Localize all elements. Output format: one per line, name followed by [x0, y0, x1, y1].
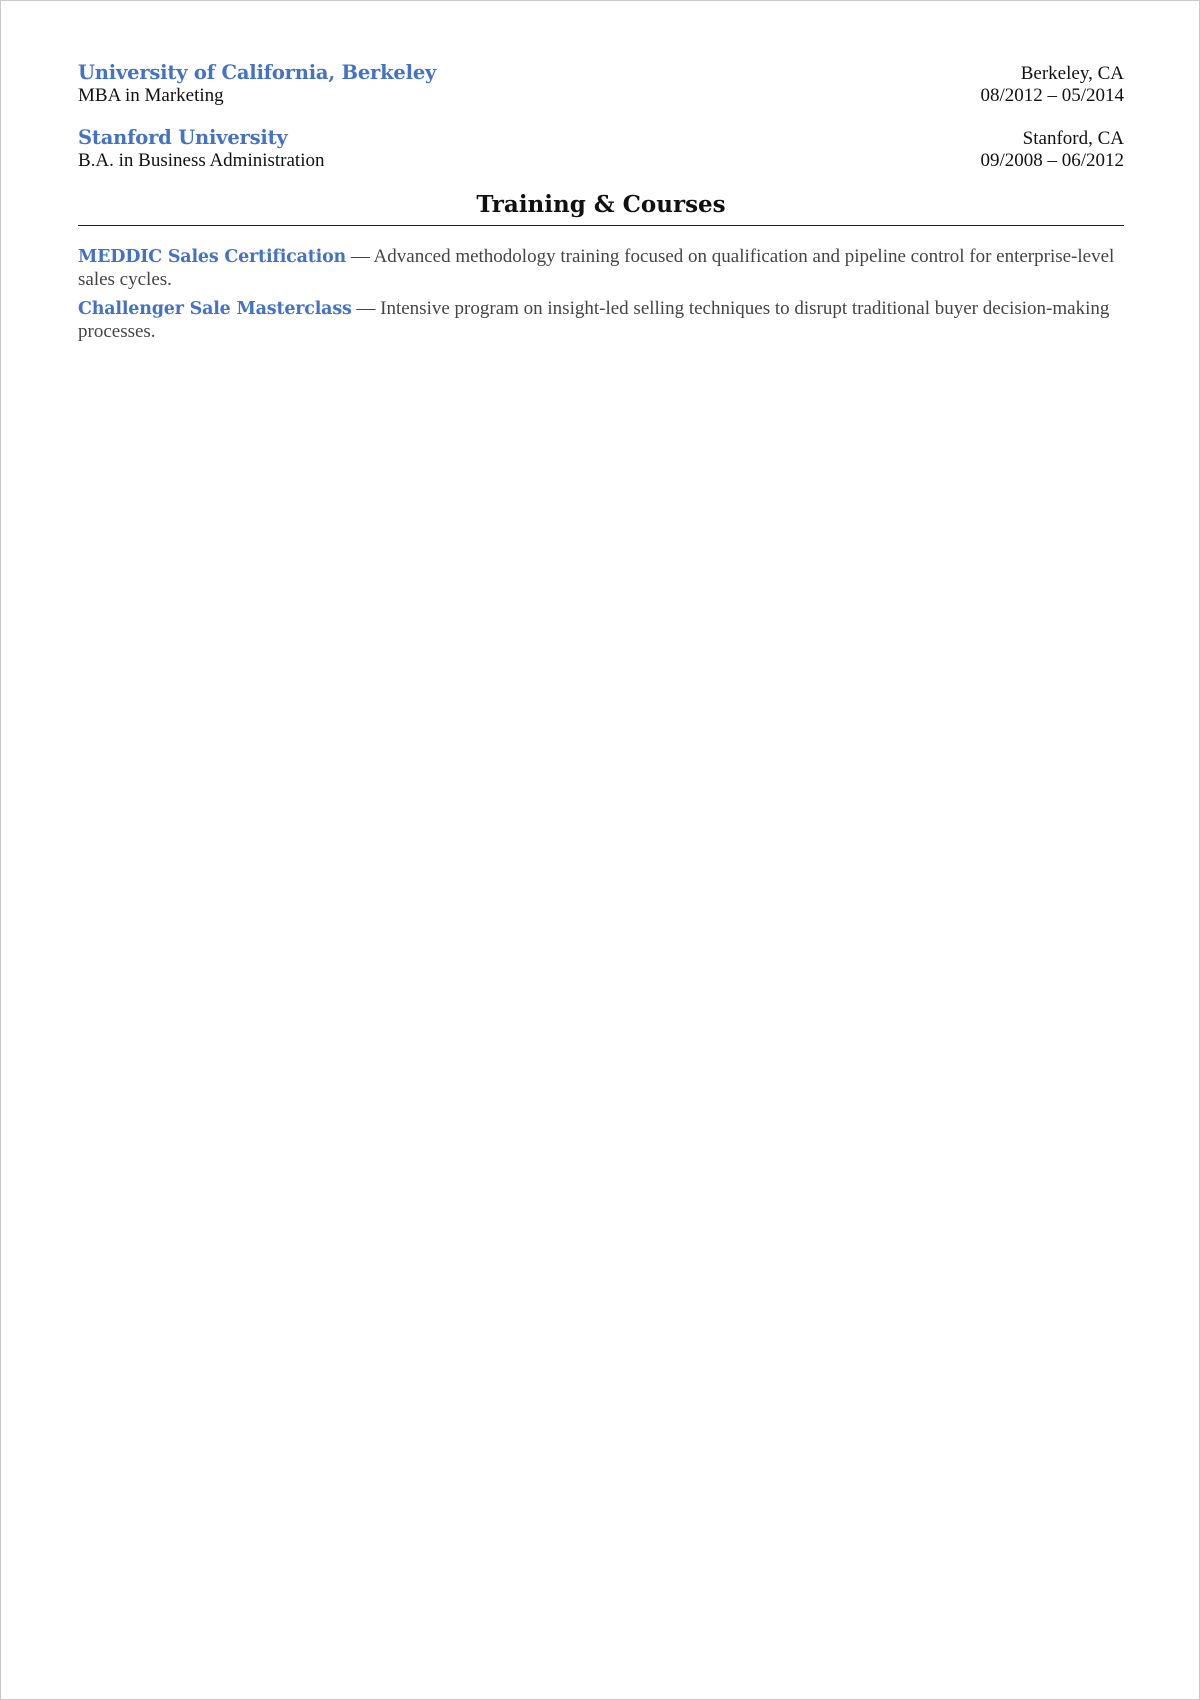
education-entry-right [980, 126, 1124, 172]
course-description: Advanced methodology training focused on qualification and pipeline control for enterprise-level sales cycles. [78, 246, 1115, 290]
course-separator: — [350, 246, 374, 267]
education-dates: 08/2012 – 05/2014 [980, 85, 1124, 106]
education-entry [78, 61, 1124, 107]
degree: MBA in Marketing [78, 85, 224, 106]
training-item [78, 298, 1124, 342]
training-item [78, 246, 1124, 290]
degree: B.A. in Business Administration [78, 150, 325, 171]
training-list [78, 246, 1124, 342]
course-name: MEDDIC Sales Certification [78, 247, 347, 267]
section-heading-training: Training & Courses [78, 191, 1124, 226]
school-location: Stanford, CA [1022, 128, 1124, 149]
course-name: Challenger Sale Masterclass [78, 299, 352, 319]
course-description: Intensive program on insight-led selling techniques to disrupt traditional buyer decision-making processes. [78, 298, 1110, 342]
school-name: Stanford University [78, 126, 288, 149]
school-name: University of California, Berkeley [78, 61, 437, 84]
education-entry-left [78, 126, 325, 172]
school-location: Berkeley, CA [1020, 63, 1124, 84]
education-entry-right [980, 61, 1124, 107]
course-separator: — [356, 298, 381, 319]
education-entry [78, 126, 1124, 172]
education-dates: 09/2008 – 06/2012 [980, 150, 1124, 171]
resume-content [78, 61, 1124, 350]
education-entry-left [78, 61, 436, 107]
